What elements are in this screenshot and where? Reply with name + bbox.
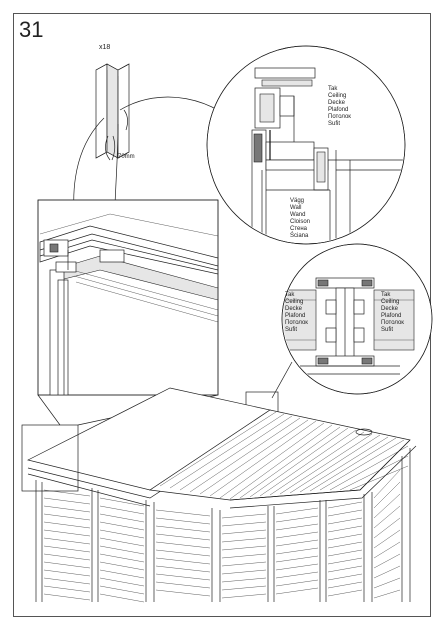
svg-text:Cloison: Cloison — [290, 219, 311, 225]
svg-text:Plafond: Plafond — [381, 313, 402, 319]
svg-text:Decke: Decke — [328, 100, 346, 106]
svg-text:Plafond: Plafond — [285, 313, 306, 319]
svg-text:Потолок: Потолок — [328, 114, 351, 120]
profile-part — [96, 64, 129, 158]
svg-text:Plafond: Plafond — [328, 107, 349, 113]
svg-text:Tak: Tak — [328, 86, 338, 92]
svg-text:Ceiling: Ceiling — [381, 299, 400, 305]
svg-text:Wall: Wall — [290, 205, 302, 211]
svg-text:Потолок: Потолок — [381, 320, 404, 326]
svg-text:Ceiling: Ceiling — [328, 93, 347, 99]
svg-text:Wand: Wand — [290, 212, 306, 218]
svg-text:Sufit: Sufit — [328, 121, 341, 127]
detail-leader-left — [38, 395, 60, 425]
greenhouse-roof — [28, 388, 416, 508]
svg-text:Decke: Decke — [381, 306, 399, 312]
svg-text:Ceiling: Ceiling — [285, 299, 304, 305]
svg-text:Sufit: Sufit — [285, 327, 298, 333]
svg-text:Tak: Tak — [285, 292, 295, 298]
svg-text:Ściana: Ściana — [290, 233, 309, 239]
svg-text:Стена: Стена — [290, 226, 308, 232]
part-quantity: x18 — [99, 44, 111, 51]
step-number: 31 — [19, 17, 44, 42]
svg-text:Потолок: Потолок — [285, 320, 308, 326]
svg-text:Tak: Tak — [381, 292, 391, 298]
detail-leader-joint — [272, 362, 292, 398]
svg-text:Sufit: Sufit — [381, 327, 394, 333]
svg-text:Decke: Decke — [285, 306, 303, 312]
part-length: 70mm — [118, 154, 135, 160]
svg-text:Vägg: Vägg — [290, 198, 305, 204]
